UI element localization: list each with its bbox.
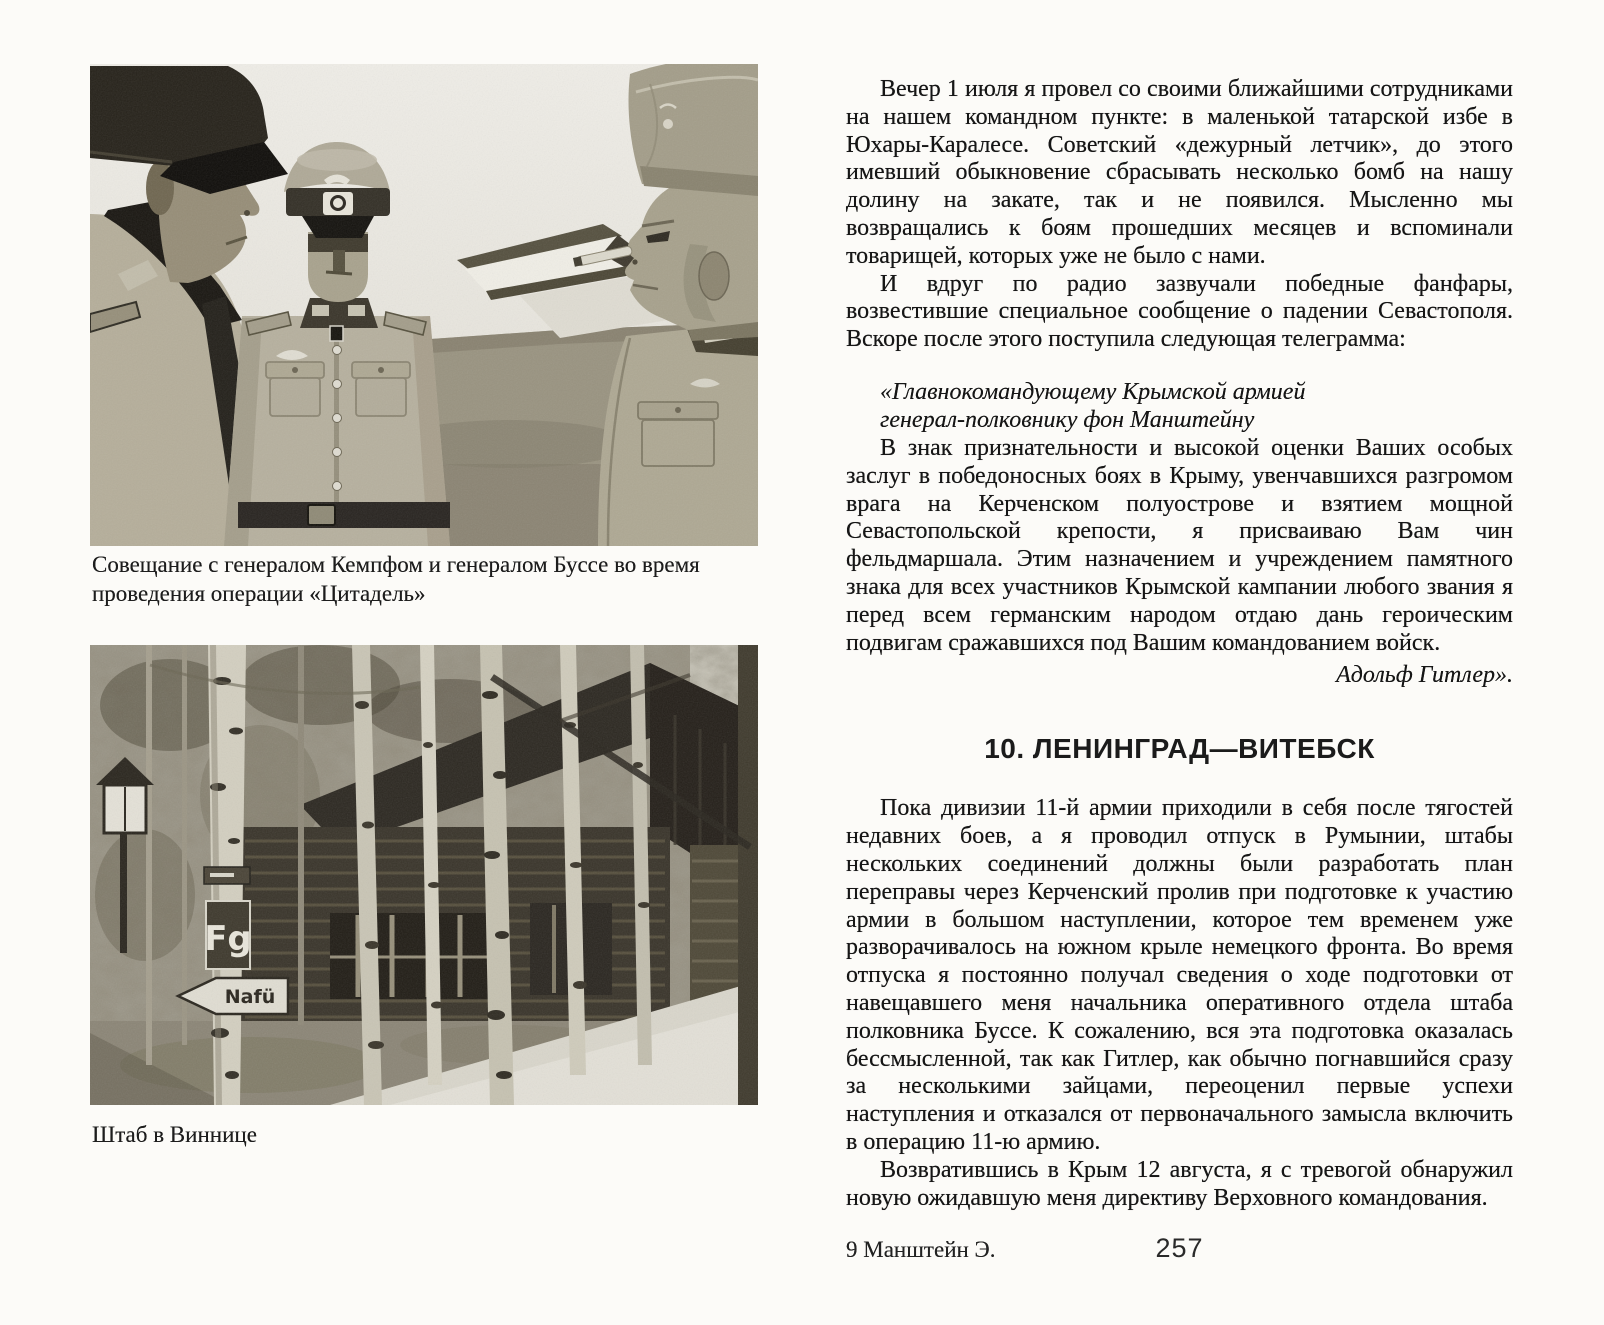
telegram-addressee-line-1: «Главнокомандующему Крымской армией xyxy=(880,378,1306,405)
paragraph-evening-july: Вечер 1 июля я провел со своими ближайшими сотрудниками на нашем командном пункте: в маленькой татарской избе в Юхары-Каралесе. Советский «дежурный летчик», до этого имевший обыкновение сбрасывать несколько бомб на нашу долину на закате, так и не появился. Мысленно мы возвращались к боям прошедших месяцев и вспоминали товарищей, которых уже не было с нами. xyxy=(846,76,1513,269)
paragraph-divisions-rest: Пока дивизии 11-й армии приходили в себя после тягостей недавних боев, а я проводил отпуск в Румынии, штабы нескольких соединений должны были разработать план переправы через Керченский пролив при подготовке к участию армии в большом наступлении, которое тем временем уже разворачивалось на южном крыле немецкого фронта. Во время отпуска я постоянно получал сведения о ходе подготовки от навещавшего меня начальника оперативного отдела штаба полковника Буссе. К сожалению, вся эта подготовка оказалась бессмысленной, так как Гитлер, как обычно погнавшийся сразу за несколькими зайцами, переоценил первые успехи наступления и отказался от первоначального замысла включить в операцию 11-ю армию. xyxy=(846,795,1513,1155)
film-grain xyxy=(90,645,758,1105)
print-signature-mark: 9 Манштейн Э. xyxy=(846,1237,996,1262)
photo-caption-vinnitsa: Штаб в Виннице xyxy=(92,1122,257,1147)
paragraph-radio-fanfares: И вдруг по радио зазвучали победные фанфары, возвестившие специальное сообщение о падении Севастополя. Вскоре после этого поступила следующая телеграмма: xyxy=(846,270,1513,353)
film-grain xyxy=(90,64,758,546)
telegram-addressee-line-2: генерал-полковнику фон Манштейну xyxy=(880,407,1255,434)
arrow-sign-text: Nafü xyxy=(224,986,276,1008)
monogram-sign-text: Fg xyxy=(204,919,252,959)
page-number: 257 xyxy=(1155,1233,1204,1263)
photo-officers-illustration xyxy=(90,64,758,546)
photo-vinnitsa-headquarters xyxy=(90,645,758,1105)
section-heading: 10. ЛЕНИНГРАД—ВИТЕБСК xyxy=(984,733,1375,765)
text-column xyxy=(846,76,1513,1212)
photo-vinnitsa-illustration xyxy=(90,645,758,1105)
telegram-signature: Адольф Гитлер». xyxy=(1336,662,1513,689)
telegram-body: В знак признательности и высокой оценки Ваших особых заслуг в победоносных боях в Крыму, увенчавшихся разгромом врага на Керченском полуострове и взятием мощной Севастопольской крепости, я присваиваю Вам чин фельдмаршала. Этим назначением и учреждением памятного знака для всех участников Крымской кампании любого звания я перед всем германским народом отдаю дань героическим подвигам сражавшихся под Вашим командованием войск. xyxy=(846,434,1513,656)
paragraph-return-crimea: Возвратившись в Крым 12 августа, я с тревогой обнаружил новую ожидавшую меня директиву Верховного командования. xyxy=(846,1156,1513,1211)
photo-caption-citadel: Совещание с генералом Кемпфом и генералом Буссе во время проведения операции «Цитадель» xyxy=(92,552,700,606)
telegram-block xyxy=(846,378,1513,689)
photo-officers-meeting xyxy=(90,64,758,546)
